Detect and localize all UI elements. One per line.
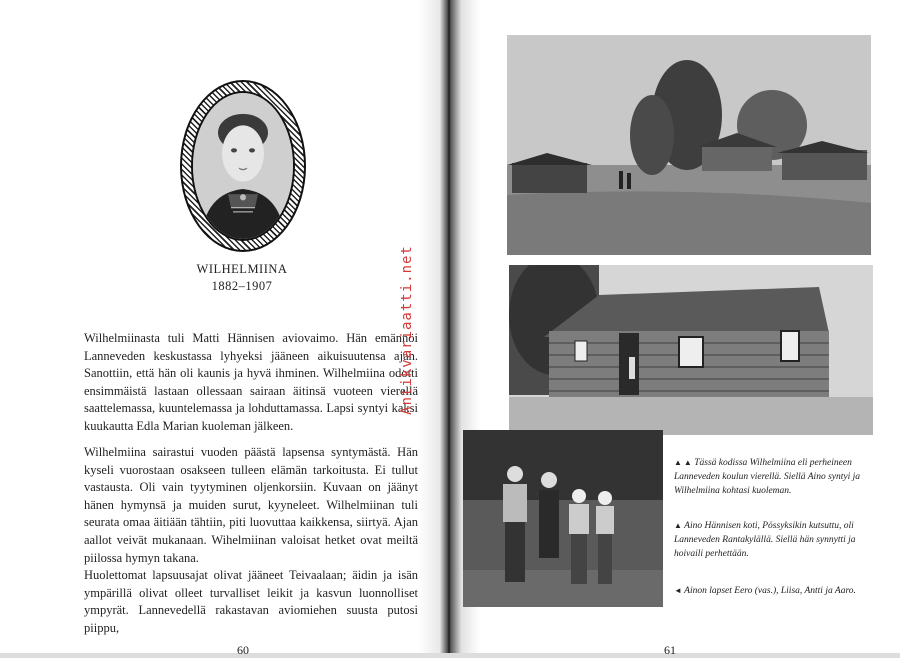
photo-school-house bbox=[507, 35, 871, 255]
left-page bbox=[0, 0, 450, 657]
caption-arrow-up-icon: ▲ bbox=[674, 521, 682, 530]
paragraph-3: Huolettomat lapsuusajat olivat jääneet Teivaalaan; äidin ja isän ympärillä olivat olleet turvalliset leikit ja kasvun luonnolliset ympyrät. Lannevedellä rakastavan aviomiehen suusta putosi piippu, bbox=[84, 568, 418, 635]
caption-log-house bbox=[674, 519, 874, 561]
caption-school-house bbox=[674, 456, 874, 498]
photo-four-children bbox=[463, 430, 663, 607]
page-number-left: 60 bbox=[237, 643, 249, 657]
caption-children bbox=[674, 584, 874, 599]
caption-text: Tässä kodissa Wilhelmiina eli perheineen Lanneveden koulun vierellä. Siellä Aino syntyi ja Wilhelmiina kohtasi kuoleman. bbox=[674, 458, 860, 496]
portrait-caption-years: 1882–1907 bbox=[211, 279, 273, 293]
watermark-text: Antikvariaatti.net bbox=[399, 245, 415, 415]
paragraph-1: Wilhelmiinasta tuli Matti Hännisen aviovaimo. Hän emännöi Lanneveden keskustassa lyhyeksi jääneen aikuisuutensa ajan. Sanottiin, että hän oli kaunis ja hyvä ihminen. Wilhelmiina odotti ensimmäistä lastaan ollessaan sairaan äitinsä vuoteen vierellä saattelemassa, kuuntelemassa ja lohduttamassa. Lapsi syntyi kaksi kuukautta Edla Marian kuoleman jälkeen. bbox=[84, 331, 418, 433]
caption-text: Aino Hännisen koti, Pössyksikin kutsuttu, oli Lanneveden Rantakylällä. Siellä hän synnytti ja hoivaili perhettään. bbox=[674, 521, 856, 559]
portrait-figure bbox=[193, 93, 293, 239]
photo-log-house bbox=[509, 265, 873, 435]
caption-text: Ainon lapset Eero (vas.), Liisa, Antti ja Aaro. bbox=[684, 586, 856, 596]
portrait-photo bbox=[191, 91, 295, 241]
portrait-frame bbox=[180, 80, 306, 252]
page-number-right: 61 bbox=[664, 643, 676, 657]
portrait-caption-name: WILHELMIINA bbox=[196, 262, 288, 276]
caption-arrow-left-icon: ◄ bbox=[674, 586, 682, 595]
paragraph-2: Wilhelmiina sairastui vuoden päästä lapsensa syntymästä. Hän kyseli vuorostaan osakseen tulleen elämän tarkoitusta. Ei tullut vastausta. Oli vain tyytyminen oljenkorsiin. Kuvaan on jäänyt hänen hymynsä ja muiden surut, kyyneleet. Wilhelmiinan tuli seurata omaa äitiään tähtiin, piti luovuttaa kaikkensa, siirtyä. Ajan aallot veivät mukanaan. Wihelmiinan valoisat hetket ovat meiltä piilossa hymyn takana. bbox=[84, 445, 418, 565]
caption-arrow-up-up-icon: ▲ ▲ bbox=[674, 458, 692, 467]
